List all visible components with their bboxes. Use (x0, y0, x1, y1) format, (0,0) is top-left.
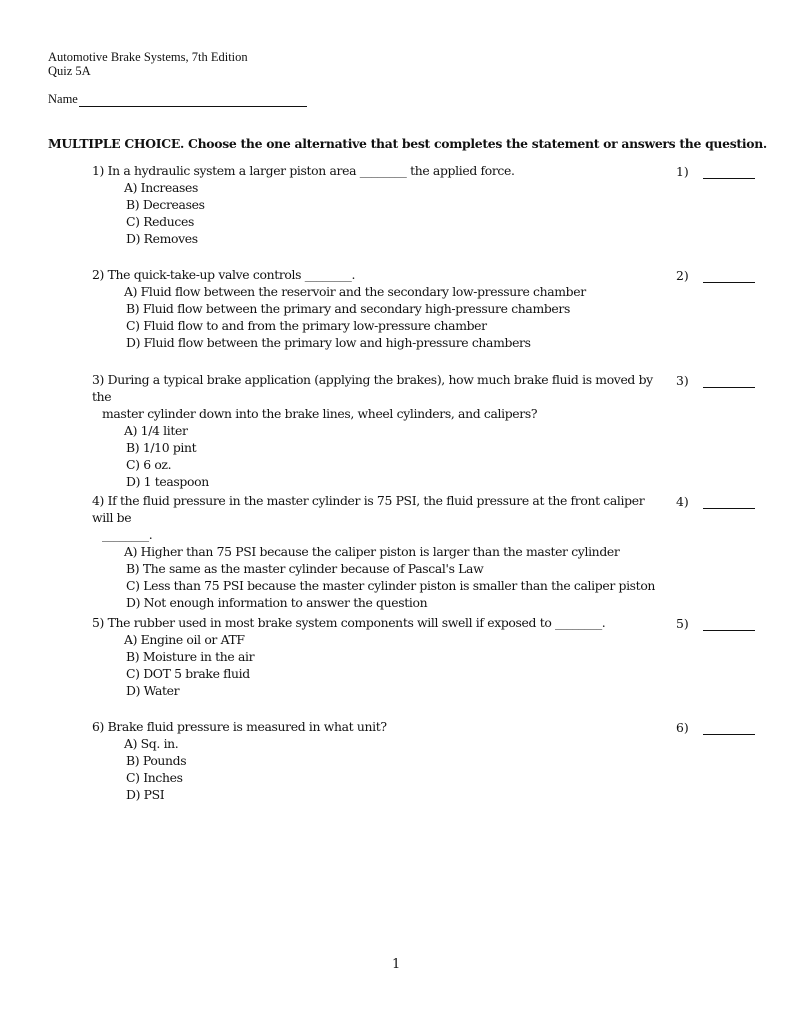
option-d[interactable]: D) Not enough information to answer the question (126, 595, 428, 610)
answer-blank[interactable] (703, 377, 755, 388)
question-6 (92, 718, 662, 803)
option-d[interactable]: D) PSI (126, 787, 165, 802)
answer-slot-4[interactable] (676, 494, 755, 509)
option-a[interactable]: A) Increases (124, 180, 199, 195)
question-stem: 4) If the fluid pressure in the master cylinder is 75 PSI, the fluid pressure at the front caliper will be (92, 493, 645, 525)
answer-label: 5) (676, 616, 689, 631)
answer-blank[interactable] (703, 724, 755, 735)
option-d[interactable]: D) Fluid flow between the primary low and high-pressure chambers (126, 335, 531, 350)
instructions: MULTIPLE CHOICE. Choose the one alternative that best completes the statement or answers the question. (48, 136, 767, 151)
question-3 (92, 371, 662, 490)
question-5 (92, 614, 662, 699)
option-a[interactable]: A) Higher than 75 PSI because the caliper piston is larger than the master cylinder (124, 544, 620, 559)
question-stem: 3) During a typical brake application (applying the brakes), how much brake fluid is moved by the (92, 372, 653, 404)
option-a[interactable]: A) Fluid flow between the reservoir and the secondary low-pressure chamber (124, 284, 586, 299)
option-d[interactable]: D) Water (126, 683, 180, 698)
question-stem: 6) Brake fluid pressure is measured in what unit? (92, 719, 387, 734)
option-c[interactable]: C) Reduces (126, 214, 194, 229)
option-a[interactable]: A) 1/4 liter (124, 423, 188, 438)
option-a[interactable]: A) Sq. in. (124, 736, 179, 751)
question-stem: 5) The rubber used in most brake system components will swell if exposed to ________. (92, 615, 606, 630)
option-d[interactable]: D) 1 teaspoon (126, 474, 209, 489)
answer-blank[interactable] (703, 620, 755, 631)
option-b[interactable]: B) Pounds (126, 753, 187, 768)
answer-blank[interactable] (703, 168, 755, 179)
quiz-title: Quiz 5A (48, 64, 91, 78)
answer-label: 2) (676, 268, 689, 283)
answer-label: 4) (676, 494, 689, 509)
question-stem: 2) The quick-take-up valve controls ________. (92, 267, 356, 282)
answer-label: 3) (676, 373, 689, 388)
option-b[interactable]: B) Fluid flow between the primary and secondary high-pressure chambers (126, 301, 570, 316)
name-label: Name (48, 92, 78, 106)
option-c[interactable]: C) DOT 5 brake fluid (126, 666, 250, 681)
name-field[interactable] (48, 92, 307, 107)
option-b[interactable]: B) The same as the master cylinder because of Pascal's Law (126, 561, 484, 576)
answer-blank[interactable] (703, 498, 755, 509)
answer-label: 6) (676, 720, 689, 735)
name-input-line[interactable] (79, 94, 307, 107)
answer-slot-5[interactable] (676, 616, 755, 631)
option-d[interactable]: D) Removes (126, 231, 198, 246)
answer-label: 1) (676, 164, 689, 179)
option-b[interactable]: B) Decreases (126, 197, 205, 212)
option-c[interactable]: C) Inches (126, 770, 183, 785)
option-a[interactable]: A) Engine oil or ATF (124, 632, 245, 647)
option-b[interactable]: B) 1/10 pint (126, 440, 197, 455)
option-c[interactable]: C) Fluid flow to and from the primary low-pressure chamber (126, 318, 487, 333)
question-stem-continued: master cylinder down into the brake lines, wheel cylinders, and calipers? (102, 406, 538, 421)
option-c[interactable]: C) 6 oz. (126, 457, 172, 472)
question-4 (92, 492, 662, 611)
question-stem: 1) In a hydraulic system a larger piston area ________ the applied force. (92, 163, 515, 178)
question-1 (92, 162, 662, 247)
answer-slot-3[interactable] (676, 373, 755, 388)
answer-slot-1[interactable] (676, 164, 755, 179)
question-2 (92, 266, 662, 351)
page-number: 1 (392, 957, 401, 972)
book-title: Automotive Brake Systems, 7th Edition (48, 50, 248, 64)
answer-slot-6[interactable] (676, 720, 755, 735)
answer-slot-2[interactable] (676, 268, 755, 283)
answer-blank[interactable] (703, 272, 755, 283)
option-c[interactable]: C) Less than 75 PSI because the master cylinder piston is smaller than the caliper piston (126, 578, 656, 593)
option-b[interactable]: B) Moisture in the air (126, 649, 255, 664)
question-stem-continued: ________. (102, 527, 153, 542)
